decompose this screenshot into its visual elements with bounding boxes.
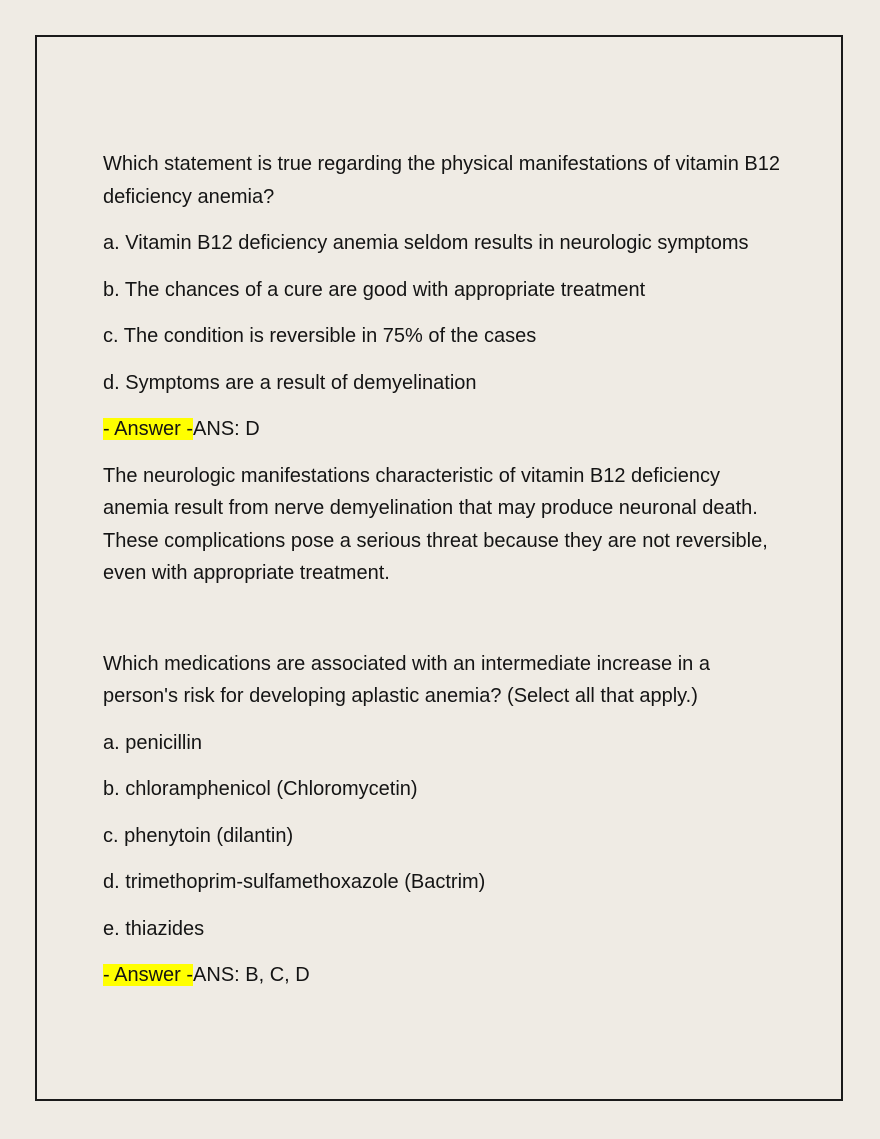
- answer-value: ANS: B, C, D: [193, 964, 310, 986]
- document-body: [103, 148, 783, 1006]
- option-d: d. Symptoms are a result of demyelination: [103, 371, 477, 394]
- option-c: c. phenytoin (dilantin): [103, 824, 294, 847]
- answer-highlight: - Answer -: [103, 964, 194, 986]
- option-d: d. trimethoprim-sulfamethoxazole (Bactrim): [103, 871, 486, 893]
- rationale-text: The neurologic manifestations characteristic of vitamin B12 deficiency anemia result from nerve demyelination that may produce neuronal death. These complications pose a serious threat because they are not reversible, even with appropriate treatment.: [103, 464, 768, 584]
- question-text: Which statement is true regarding the physical manifestations of vitamin B12 deficiency anemia?: [103, 153, 780, 208]
- question-block-2: [103, 648, 783, 992]
- option-b: b. chloramphenicol (Chloromycetin): [103, 778, 418, 800]
- answer-value: ANS: D: [193, 418, 260, 440]
- answer-highlight: - Answer -: [103, 418, 194, 440]
- question-text: Which medications are associated with an intermediate increase in a person's risk for developing aplastic anemia? (Select all that apply.): [103, 652, 710, 707]
- question-spacer: [103, 604, 783, 648]
- answer-line: [103, 413, 783, 446]
- option-e: e. thiazides: [103, 917, 205, 940]
- option-b: b. The chances of a cure are good with appropriate treatment: [103, 278, 646, 301]
- question-block-1: [103, 148, 783, 590]
- option-a: a. penicillin: [103, 731, 202, 754]
- option-a: a. Vitamin B12 deficiency anemia seldom results in neurologic symptoms: [103, 232, 749, 254]
- option-c: c. The condition is reversible in 75% of the cases: [103, 325, 537, 347]
- answer-line: [103, 959, 783, 992]
